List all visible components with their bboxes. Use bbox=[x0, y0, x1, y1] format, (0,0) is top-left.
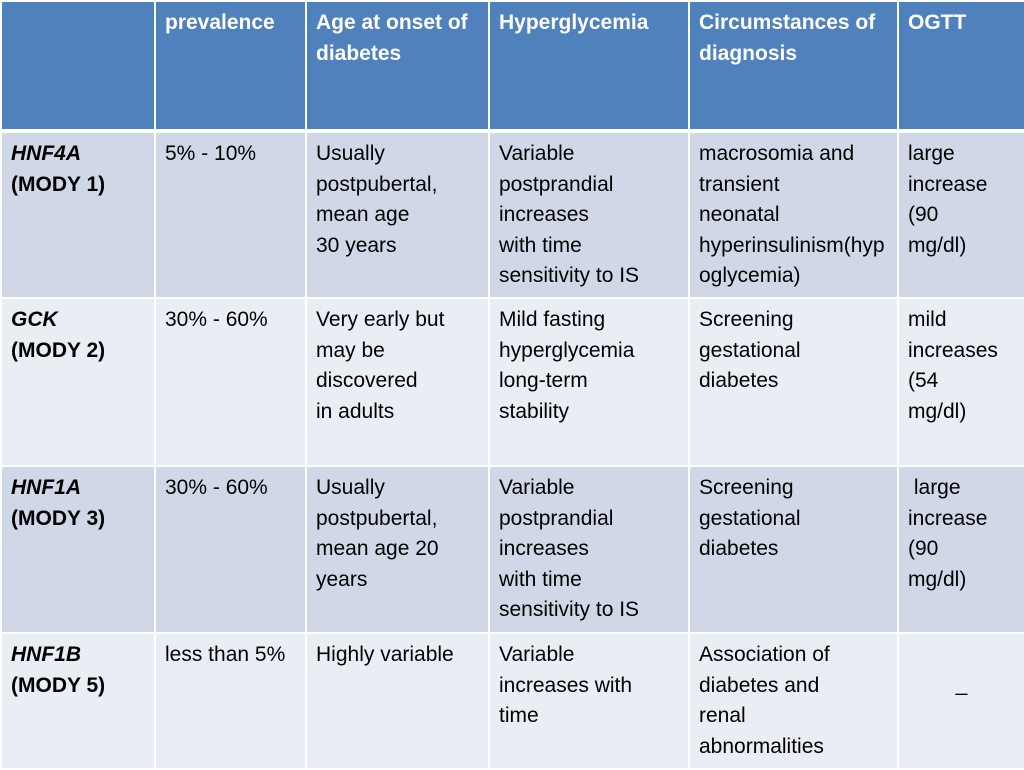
table-row bbox=[1, 298, 1024, 466]
circumstances-text: Screening gestational diabetes bbox=[699, 476, 801, 560]
table-row bbox=[1, 466, 1024, 633]
header-age-at-onset: Age at onset of diabetes bbox=[306, 1, 489, 131]
prevalence-cell bbox=[155, 633, 306, 769]
mody-type: (MODY 5) bbox=[11, 673, 106, 697]
header-corner-cell bbox=[1, 1, 155, 131]
hyperglycemia-text: Variable postprandial increases with time sensitivity to IS bbox=[499, 476, 640, 621]
gene-name: GCK bbox=[11, 308, 58, 331]
ogtt-text: _ bbox=[955, 673, 968, 696]
circumstances-cell bbox=[689, 131, 898, 298]
header-hyperglycemia: Hyperglycemia bbox=[489, 1, 689, 131]
hyperglycemia-text: Variable postprandial increases with time sensitivity to IS bbox=[499, 142, 640, 287]
circumstances-cell bbox=[689, 298, 898, 466]
age-at-onset-text: Very early but may be discovered in adults bbox=[316, 308, 445, 423]
prevalence-text: 30% - 60% bbox=[165, 476, 268, 499]
prevalence-cell bbox=[155, 298, 306, 466]
mody-type: (MODY 2) bbox=[11, 338, 106, 362]
circumstances-text: Association of diabetes and renal abnormalities bbox=[699, 643, 830, 758]
age-at-onset-cell bbox=[306, 633, 489, 769]
row-header-cell bbox=[1, 298, 155, 466]
hyperglycemia-cell bbox=[489, 298, 689, 466]
prevalence-cell bbox=[155, 131, 306, 298]
hyperglycemia-cell bbox=[489, 131, 689, 298]
gene-name: HNF4A bbox=[11, 142, 82, 165]
circumstances-cell bbox=[689, 466, 898, 633]
prevalence-text: 30% - 60% bbox=[165, 308, 268, 331]
hyperglycemia-cell bbox=[489, 633, 689, 769]
age-at-onset-cell bbox=[306, 466, 489, 633]
mody-type: (MODY 3) bbox=[11, 506, 106, 530]
age-at-onset-text: Usually postpubertal, mean age 20 years bbox=[316, 476, 439, 591]
circumstances-text: Screening gestational diabetes bbox=[699, 308, 801, 392]
age-at-onset-cell bbox=[306, 131, 489, 298]
hyperglycemia-cell bbox=[489, 466, 689, 633]
age-at-onset-cell bbox=[306, 298, 489, 466]
header-circumstances: Circumstances of diagnosis bbox=[689, 1, 898, 131]
header-prevalence: prevalence bbox=[155, 1, 306, 131]
prevalence-cell bbox=[155, 466, 306, 633]
age-at-onset-text: Usually postpubertal, mean age 30 years bbox=[316, 142, 438, 257]
header-ogtt: OGTT bbox=[898, 1, 1024, 131]
ogtt-cell bbox=[898, 466, 1024, 633]
row-header-cell bbox=[1, 466, 155, 633]
ogtt-text: mild increases (54 mg/dl) bbox=[908, 308, 998, 423]
table-row bbox=[1, 633, 1024, 769]
prevalence-text: 5% - 10% bbox=[165, 142, 257, 165]
mody-type: (MODY 1) bbox=[11, 172, 106, 196]
row-header-cell bbox=[1, 131, 155, 298]
age-at-onset-text: Highly variable bbox=[316, 643, 454, 666]
ogtt-cell bbox=[898, 298, 1024, 466]
circumstances-cell bbox=[689, 633, 898, 769]
hyperglycemia-text: Mild fasting hyperglycemia long-term stability bbox=[499, 308, 635, 423]
prevalence-text: less than 5% bbox=[165, 643, 286, 666]
gene-name: HNF1A bbox=[11, 476, 82, 499]
row-header-cell bbox=[1, 633, 155, 769]
header-row bbox=[1, 1, 1024, 131]
ogtt-cell bbox=[898, 131, 1024, 298]
table-row bbox=[1, 131, 1024, 298]
circumstances-text: macrosomia and transient neonatal hyperinsulinism(hypoglycemia) bbox=[699, 142, 885, 287]
gene-name: HNF1B bbox=[11, 643, 82, 666]
ogtt-text: large increase (90 mg/dl) bbox=[908, 142, 988, 257]
ogtt-text: large increase (90 mg/dl) bbox=[908, 476, 988, 591]
ogtt-cell bbox=[898, 633, 1024, 769]
hyperglycemia-text: Variable increases with time bbox=[499, 643, 633, 727]
